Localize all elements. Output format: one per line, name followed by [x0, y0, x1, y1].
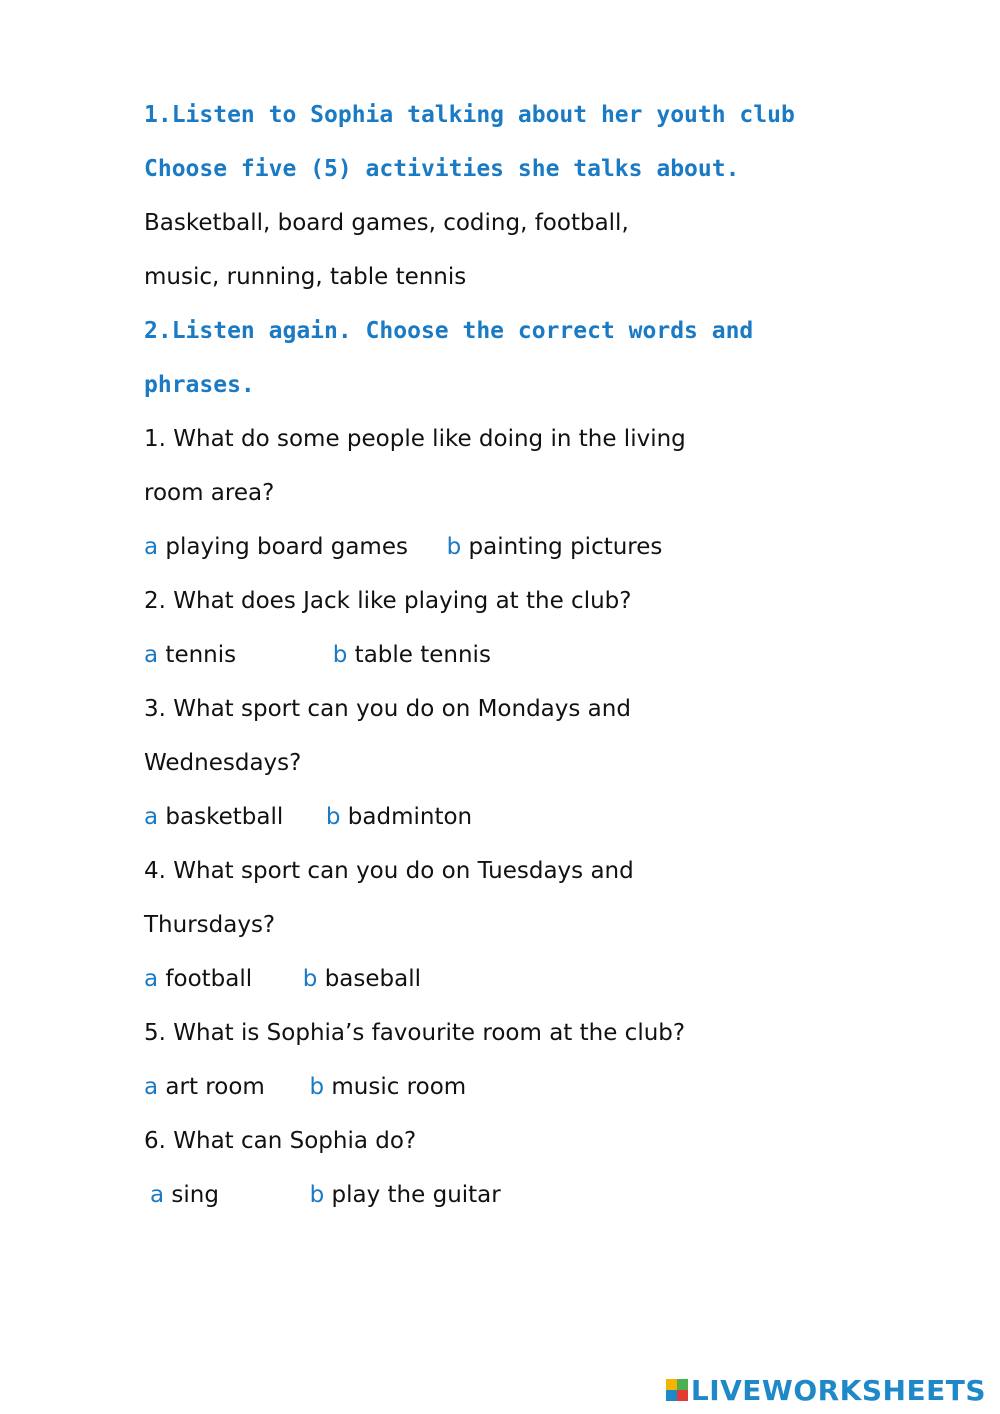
question-1-options: [144, 520, 904, 574]
option-letter-b: b: [332, 642, 348, 668]
option-letter-a: a: [144, 534, 159, 560]
question-5-option-a[interactable]: art room: [165, 1074, 265, 1100]
question-4-option-b[interactable]: baseball: [324, 966, 422, 992]
section2-heading-line2: phrases.: [144, 372, 255, 398]
section1-heading-line2: Choose five (5) activities she talks about.: [144, 156, 740, 182]
question-4-text: 4. What sport can you do on Tuesdays and: [144, 858, 634, 884]
question-6-options: [144, 1168, 904, 1222]
question-1-option-b[interactable]: painting pictures: [468, 534, 663, 560]
question-3-text: 3. What sport can you do on Mondays and: [144, 696, 631, 722]
question-3-options: [144, 790, 904, 844]
liveworksheets-logo-icon: [666, 1379, 688, 1401]
question-6-option-a[interactable]: sing: [171, 1182, 219, 1208]
question-4-text-cont: Thursdays?: [144, 912, 276, 938]
question-2-text: 2. What does Jack like playing at the club?: [144, 588, 632, 614]
option-letter-a: a: [144, 804, 159, 830]
option-letter-a: a: [144, 966, 159, 992]
option-letter-a: a: [144, 1074, 159, 1100]
option-letter-b: b: [325, 804, 341, 830]
question-2-options: [144, 628, 904, 682]
question-6-option-b[interactable]: play the guitar: [331, 1182, 501, 1208]
question-4-option-a[interactable]: football: [165, 966, 253, 992]
question-3-option-b[interactable]: badminton: [347, 804, 473, 830]
question-1-option-a[interactable]: playing board games: [165, 534, 408, 560]
activities-line2: music, running, table tennis: [144, 264, 467, 290]
question-5-options: [144, 1060, 904, 1114]
option-letter-b: b: [309, 1182, 325, 1208]
option-letter-b: b: [446, 534, 462, 560]
option-letter-a: a: [144, 642, 159, 668]
question-6-text: 6. What can Sophia do?: [144, 1128, 417, 1154]
question-1-text-cont: room area?: [144, 480, 275, 506]
option-letter-a: a: [150, 1182, 165, 1208]
question-5-text: 5. What is Sophia’s favourite room at the club?: [144, 1020, 686, 1046]
question-1-text: 1. What do some people like doing in the living: [144, 426, 686, 452]
question-5-option-b[interactable]: music room: [331, 1074, 467, 1100]
option-letter-b: b: [309, 1074, 325, 1100]
activities-line1: Basketball, board games, coding, football,: [144, 210, 629, 236]
question-2-option-b[interactable]: table tennis: [354, 642, 491, 668]
question-3-option-a[interactable]: basketball: [165, 804, 284, 830]
question-2-option-a[interactable]: tennis: [165, 642, 237, 668]
section1-heading-line1: 1.Listen to Sophia talking about her youth club: [144, 102, 795, 128]
question-3-text-cont: Wednesdays?: [144, 750, 302, 776]
option-letter-b: b: [302, 966, 318, 992]
section2-heading-line1: 2.Listen again. Choose the correct words and: [144, 318, 754, 344]
question-4-options: [144, 952, 904, 1006]
liveworksheets-logo[interactable]: [666, 1372, 986, 1408]
worksheet: [144, 88, 904, 1222]
logo-text: LIVEWORKSHEETS: [690, 1373, 986, 1407]
